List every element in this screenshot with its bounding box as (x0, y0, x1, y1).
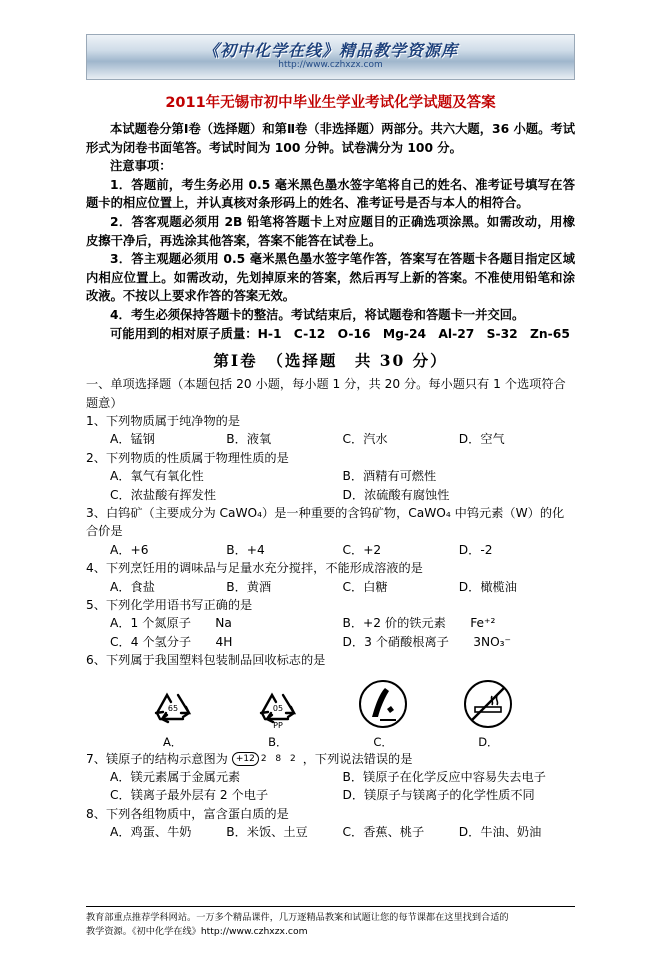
question-stem: 8、下列各组物质中，富含蛋白质的是 (86, 806, 289, 821)
option: B．镁原子在化学反应中容易失去电子 (342, 770, 546, 785)
question-options (86, 823, 575, 841)
option: A．氧气有氧化性 (110, 469, 204, 484)
option: C．香蕉、桃子 (342, 825, 425, 840)
question-options (86, 768, 575, 786)
notice-title: 注意事项： (110, 159, 172, 174)
option: B．+4 (226, 542, 265, 557)
site-banner (86, 34, 575, 80)
question-options (86, 614, 575, 632)
no-smoking-icon (450, 676, 526, 732)
svg-text:05: 05 (272, 703, 283, 713)
option-label: C． (373, 734, 393, 749)
intro-line: 本试题卷分第Ⅰ卷（选择题）和第Ⅱ卷（非选择题）两部分。共六大题，36 小题。考试形式为闭卷书面笔答。考试时间为 100 分钟。试卷满分为 100 分。 (86, 122, 575, 155)
option: D．牛油、奶油 (458, 825, 542, 840)
question-stem: 6、下列属于我国塑料包装制品回收标志的是 (86, 653, 326, 668)
option: D．镁原子与镁离子的化学性质不同 (342, 788, 535, 803)
banner-url: http://www.czhxzx.com (278, 60, 383, 70)
svg-text:65: 65 (167, 703, 178, 713)
option: D．3 个硝酸根离子 3NO₃⁻ (342, 634, 511, 649)
option: A．+6 (110, 542, 149, 557)
notice-item-2: 2．答客观题必须用 2B 铅笔将答题卡上对应题目的正确选项涂黑。如需改动，用橡皮擦干净后，再选涂其他答案，答案不能答在试卷上。 (86, 214, 575, 248)
magnesium-atom-diagram-icon (232, 750, 299, 768)
question-stem: 4、下列烹饪用的调味品与足量水充分搅拌，不能形成溶液的是 (86, 561, 423, 576)
footer-line-2: 教学资源。《初中化学在线》http://www.czhxzx.com (86, 926, 308, 937)
option-label: A． (162, 734, 183, 749)
page-footer (86, 906, 575, 939)
option: B．米饭、土豆 (226, 825, 308, 840)
option: D．-2 (458, 542, 493, 557)
question-stem-tail: ，下列说法错误的是 (302, 751, 413, 766)
notice-item-1: 1．答题前，考生务必用 0.5 毫米黑色墨水签字笔将自己的姓名、准考证号填写在答题卡的相应位置上，并认真核对条形码上的姓名、准考证号是否与本人的相符合。 (86, 177, 575, 211)
question-stem: 2、下列物质的性质属于物理性质的是 (86, 450, 289, 465)
question-stem-with-figure (86, 750, 575, 768)
question-options (86, 430, 575, 448)
nucleus-charge: +12 (232, 752, 259, 766)
recycle-triangle-65-icon (135, 676, 211, 732)
question-options (86, 578, 575, 596)
recycling-symbol-row (86, 670, 575, 750)
question-options (86, 633, 575, 651)
question-stem: 5、下列化学用语书写正确的是 (86, 598, 253, 612)
footer-line-1: 教育部重点推荐学科网站。一万多个精品课件，几万逐精品教案和试题让您的每节课都在这里找到合适的 (86, 912, 509, 923)
option: A．食盐 (110, 579, 155, 594)
option: C．4 个氢分子 4H (110, 634, 233, 649)
option: A．镁元素属于金属元素 (110, 770, 241, 785)
banner-title: 《初中化学在线》精品教学资源库 (202, 41, 458, 60)
question-options (86, 467, 575, 485)
option: D．橄榄油 (458, 579, 517, 594)
option: C．白糖 (342, 579, 388, 594)
electron-shells: 2 8 2 (260, 753, 299, 764)
recycle-triangle-05-pp-icon (240, 676, 316, 732)
option: D．浓硫酸有腐蚀性 (342, 487, 450, 502)
section-title: 第Ⅰ卷 （选择题 共 30 分） (213, 351, 448, 371)
option: B．+2 价的铁元素 Fe⁺² (342, 616, 496, 631)
question-stem: 3、白钨矿（主要成分为 CaWO₄）是一种重要的含钨矿物，CaWO₄ 中钨元素（W）的化合价是 (86, 505, 565, 539)
symbol-option-c (345, 676, 421, 750)
symbol-option-a (135, 676, 211, 750)
option: B．液氧 (226, 432, 272, 447)
option: A．鸡蛋、牛奶 (110, 825, 192, 840)
question-stem: 1、下列物质属于纯净物的是 (86, 413, 241, 428)
document-page (0, 34, 661, 969)
part-one-header: 一、单项选择题（本题包括 20 小题，每小题 1 分，共 20 分。每小题只有 1 个选项符合题意） (86, 377, 566, 410)
symbol-option-b (240, 676, 316, 750)
option: A．1 个氮原子 Na (110, 616, 232, 631)
option: B．黄酒 (226, 579, 272, 594)
option: A．锰钢 (110, 432, 155, 447)
svg-text:PP: PP (273, 720, 283, 729)
no-littering-icon (345, 676, 421, 732)
option: C．浓盐酸有挥发性 (110, 487, 217, 502)
option: D．空气 (458, 432, 505, 447)
notice-item-4: 4．考生必须保持答题卡的整洁。考试结束后，将试题卷和答题卡一并交回。 (110, 307, 525, 322)
question-options (86, 541, 575, 559)
option: B．酒精有可燃性 (342, 469, 437, 484)
option: C．镁离子最外层有 2 个电子 (110, 788, 269, 803)
option: C．汽水 (342, 432, 388, 447)
symbol-option-d (450, 676, 526, 750)
option-label: B． (268, 734, 288, 749)
option: C．+2 (342, 542, 382, 557)
question-options (86, 486, 575, 504)
question-options (86, 786, 575, 804)
relative-atomic-masses: 可能用到的相对原子质量：H-1 C-12 O-16 Mg-24 Al-27 S-32 Zn-65 (110, 326, 570, 341)
notice-item-3: 3．答主观题必须用 0.5 毫米黑色墨水签字笔作答，答案写在答题卡各题目指定区域内相应位置上。如需改动，先划掉原来的答案，然后再写上新的答案。不准使用铅笔和涂改液。不按以上要求作答的答案无效。 (86, 252, 575, 304)
question-stem: 7、镁原子的结构示意图为 (86, 751, 228, 766)
page-title: 2011年无锡市初中毕业生学业考试化学试题及答案 (165, 95, 496, 111)
option-label: D． (478, 734, 499, 749)
